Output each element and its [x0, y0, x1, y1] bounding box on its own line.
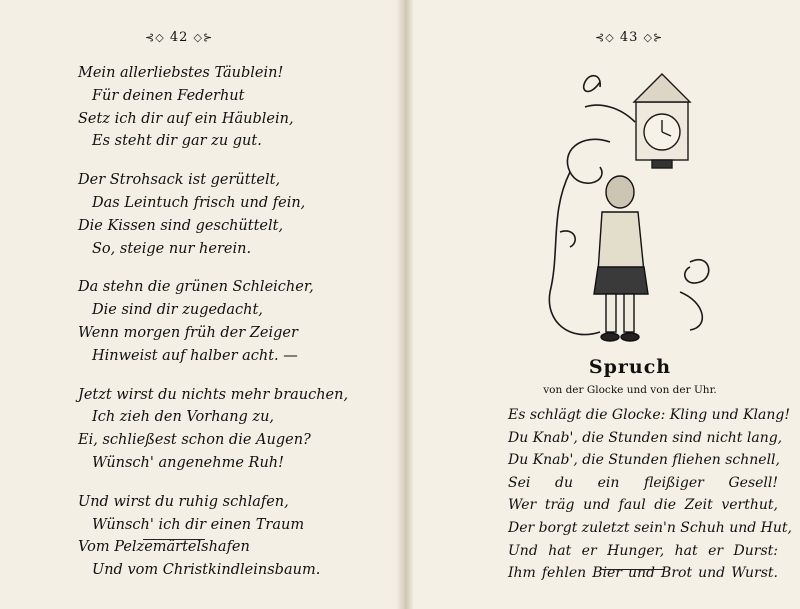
book-gutter — [396, 0, 414, 609]
poem-line: Du Knab', die Stunden sind nicht lang, — [508, 429, 783, 446]
poem-line: Es steht dir gar zu gut. — [92, 133, 262, 150]
poem-line: Vom Pelzemärtelshafen — [78, 539, 250, 556]
poem-title: Spruch — [588, 356, 672, 378]
ornament-icon: ⊰◇ — [145, 31, 165, 44]
poem-line: Du Knab', die Stunden fliehen schnell, — [508, 452, 780, 469]
poem-line: Wünsch' angenehme Ruh! — [92, 454, 284, 471]
poem-line: Mein allerliebstes Täublein! — [78, 65, 284, 81]
poem-line: Da stehn die grünen Schleicher, — [78, 279, 314, 296]
poem-line: Es schlägt die Glocke: Kling und Klang! — [508, 407, 790, 423]
end-rule — [601, 569, 665, 570]
end-rule — [143, 539, 205, 540]
right-poem — [508, 404, 792, 585]
poem-line: Ihm fehlen Bier und Brot und Wurst. — [508, 565, 778, 582]
ornament-icon: ◇⊱ — [643, 31, 664, 44]
poem-subtitle: von der Glocke und von der Uhr. — [543, 384, 717, 396]
poem-line: Die Kissen sind geschüttelt, — [78, 217, 284, 234]
poem-line: Und vom Christkindleinsbaum. — [92, 562, 321, 579]
boy-clock-illustration — [540, 62, 720, 352]
poem-line: Der Strohsack ist gerüttelt, — [78, 172, 281, 189]
poem-line: Wenn morgen früh der Zeiger — [78, 324, 298, 341]
poem-line: Wünsch' ich dir einen Traum — [92, 516, 305, 533]
poem-line: Sei du ein fleißiger Gesell! — [508, 474, 778, 491]
stanza — [78, 384, 378, 475]
poem-line: Die sind dir zugedacht, — [92, 302, 263, 319]
poem-line: Das Leintuch frisch und fein, — [92, 194, 306, 211]
poem-line: Wer träg und faul die Zeit verthut, — [508, 497, 778, 514]
stanza — [78, 62, 378, 153]
page-number-right: ⊰◇ 43 ◇⊱ — [595, 30, 664, 45]
poem-line: Jetzt wirst du nichts mehr brauchen, — [78, 386, 349, 403]
stanza — [78, 276, 378, 367]
left-poem — [78, 62, 378, 598]
poem-line: Setz ich dir auf ein Häublein, — [78, 110, 294, 127]
page-number-left: ⊰◇ 42 ◇⊱ — [145, 30, 214, 45]
stanza — [78, 169, 378, 260]
poem-line: Und wirst du ruhig schlafen, — [78, 493, 289, 510]
poem-line: Für deinen Federhut — [92, 87, 245, 104]
poem-line: Hinweist auf halber acht. — — [92, 347, 298, 364]
ornament-icon: ◇⊱ — [193, 31, 214, 44]
stanza — [78, 491, 378, 582]
poem-line: Und hat er Hunger, hat er Durst: — [508, 542, 778, 559]
poem-line: So, steige nur herein. — [92, 240, 252, 257]
poem-line: Ei, schließest schon die Augen? — [78, 432, 311, 449]
ornament-icon: ⊰◇ — [595, 31, 615, 44]
poem-line: Ich zieh den Vorhang zu, — [92, 409, 275, 426]
poem-line: Der borgt zuletzt sein'n Schuh und Hut, — [508, 519, 792, 536]
